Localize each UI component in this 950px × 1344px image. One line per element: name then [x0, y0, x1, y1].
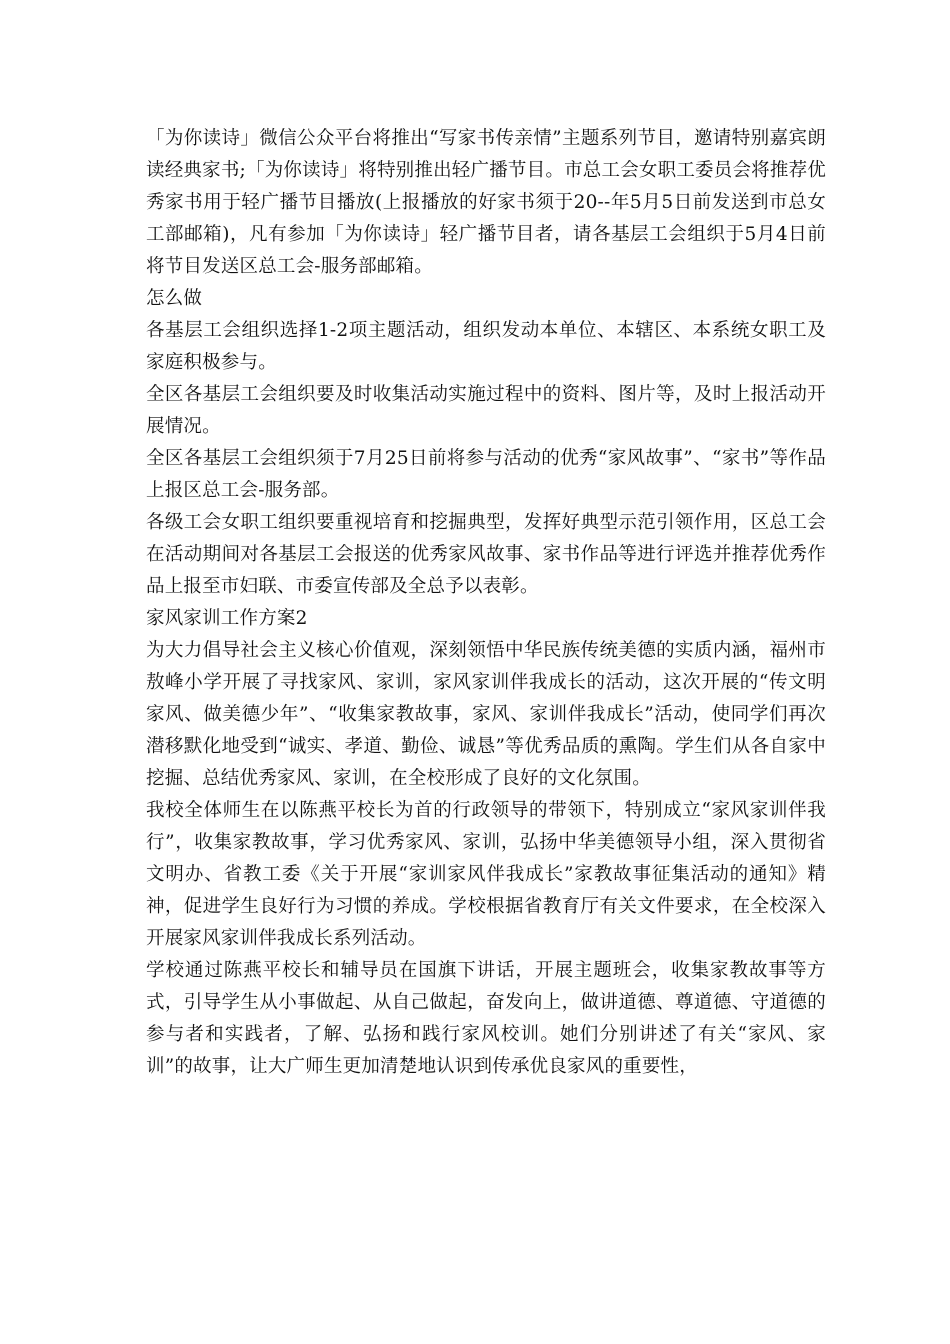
- paragraph-collect-materials: 全区各基层工会组织要及时收集活动实施过程中的资料、图片等，及时上报活动开展情况。: [146, 384, 826, 437]
- paragraph-flag-speech: 学校通过陈燕平校长和辅导员在国旗下讲话，开展主题班会，收集家教故事等方式，引导学生从小事做起、从自己做起，奋发向上，做讲道德、尊道德、守道德的参与者和实践者，了解、弘扬和践行家风校训。她们分别讲述了有关“家风、家训”的故事，让大广师生更加清楚地认识到传承优良家风的重要性，: [146, 960, 826, 1077]
- section-heading-how-to: 怎么做: [146, 288, 203, 309]
- paragraph-wechat-program: 「为你读诗」微信公众平台将推出“写家书传亲情”主题系列节目，邀请特别嘉宾朗读经典家书;「为你读诗」将特别推出轻广播节目。市总工会女职工委员会将推荐优秀家书用于轻广播节目播放(上报播放的好家书须于20--年5月5日前发送到市总女工部邮箱)，凡有参加「为你读诗」轻广播节目者，请各基层工会组织于5月4日前将节目发送区总工会-服务部邮箱。: [146, 128, 826, 277]
- paragraph-select-activities: 各基层工会组织选择1-2项主题活动，组织发动本单位、本辖区、本系统女职工及家庭积极参与。: [146, 320, 826, 373]
- paragraph-school-activity-intro: 为大力倡导社会主义核心价值观，深刻领悟中华民族传统美德的实质内涵，福州市敖峰小学开展了寻找家风、家训，家风家训伴我成长的活动，这次开展的“传文明家风、做美德少年”、“收集家教故事，家风、家训伴我成长”活动，使同学们再次潜移默化地受到“诚实、孝道、勤俭、诚恳”等优秀品质的熏陶。学生们从各自家中挖掘、总结优秀家风、家训，在全校形成了良好的文化氛围。: [146, 640, 826, 789]
- section-heading-plan-2: 家风家训工作方案2: [146, 608, 308, 629]
- document-body: [146, 123, 826, 1083]
- paragraph-submit-works: 全区各基层工会组织须于7月25日前将参与活动的优秀“家风故事”、“家书”等作品上报区总工会-服务部。: [146, 448, 826, 501]
- paragraph-cultivate-models: 各级工会女职工组织要重视培育和挖掘典型，发挥好典型示范引领作用，区总工会在活动期间对各基层工会报送的优秀家风故事、家书作品等进行评选并推荐优秀作品上报至市妇联、市委宣传部及全总予以表彰。: [146, 512, 826, 597]
- paragraph-leadership-group: 我校全体师生在以陈燕平校长为首的行政领导的带领下，特别成立“家风家训伴我行”，收集家教故事，学习优秀家风、家训，弘扬中华美德领导小组，深入贯彻省文明办、省教工委《关于开展“家训家风伴我成长”家教故事征集活动的通知》精神，促进学生良好行为习惯的养成。学校根据省教育厅有关文件要求，在全校深入开展家风家训伴我成长系列活动。: [146, 800, 826, 949]
